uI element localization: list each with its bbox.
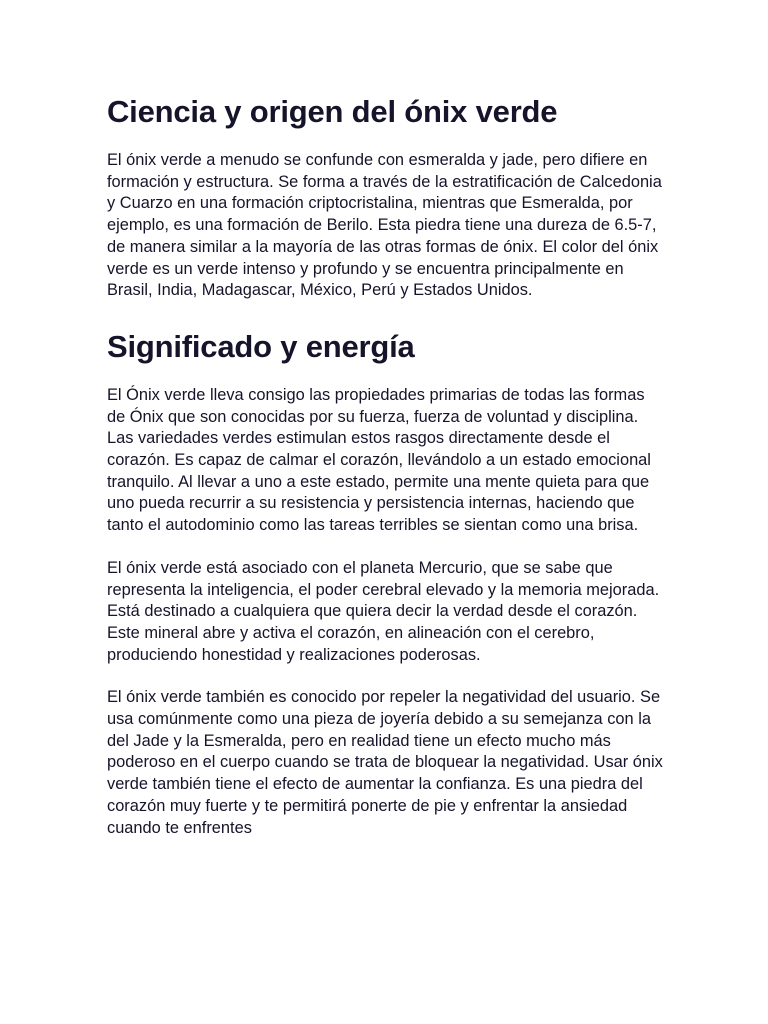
paragraph-mercurio: El ónix verde está asociado con el planeta Mercurio, que se sabe que representa la inteligencia, el poder cerebral elevado y la memoria mejorada. Está destinado a cualquiera que quiera decir la verdad desde el corazón. Este mineral abre y activa el corazón, en alineación con el cerebro, produciendo honestidad y realizaciones poderosas. [107,558,660,664]
paragraph-negatividad: El ónix verde también es conocido por repeler la negatividad del usuario. Se usa comúnmente como una pieza de joyería debido a su semejanza con la del Jade y la Esmeralda, pero en realidad tiene un efecto mucho más poderoso en el cuerpo cuando se trata de bloquear la negatividad. Usar ónix verde también tiene el efecto de aumentar la confianza. Es una piedra del corazón muy fuerte y te permitirá ponerte de pie y enfrentar la ansiedad cuando te enfrentes [107,688,663,837]
paragraph-propiedades: El Ónix verde lleva consigo las propiedades primarias de todas las formas de Ónix que son conocidas por su fuerza, fuerza de voluntad y disciplina. Las variedades verdes estimulan estos rasgos directamente desde el corazón. Es capaz de calmar el corazón, llevándolo a un estado emocional tranquilo. Al llevar a uno a este estado, permite una mente quieta para que uno pueda recurrir a su resistencia y persistencia internas, haciendo que tanto el autodominio como las tareas terribles se sientan como una brisa. [107,385,651,535]
section-heading-significado: Significado y energía [107,328,415,364]
paragraph-ciencia-origen: El ónix verde a menudo se confunde con esmeralda y jade, pero difiere en formación y estructura. Se forma a través de la estratificación de Calcedonia y Cuarzo en una formación criptocristalina, mientras que Esmeralda, por ejemplo, es una formación de Berilo. Esta piedra tiene una dureza de 6.5-7, de manera similar a la mayoría de las otras formas de ónix. El color del ónix verde es un verde intenso y profundo y se encuentra principalmente en Brasil, India, Madagascar, México, Perú y Estados Unidos. [107,151,662,300]
document-page [107,92,667,839]
section-heading-ciencia: Ciencia y origen del ónix verde [107,94,558,129]
